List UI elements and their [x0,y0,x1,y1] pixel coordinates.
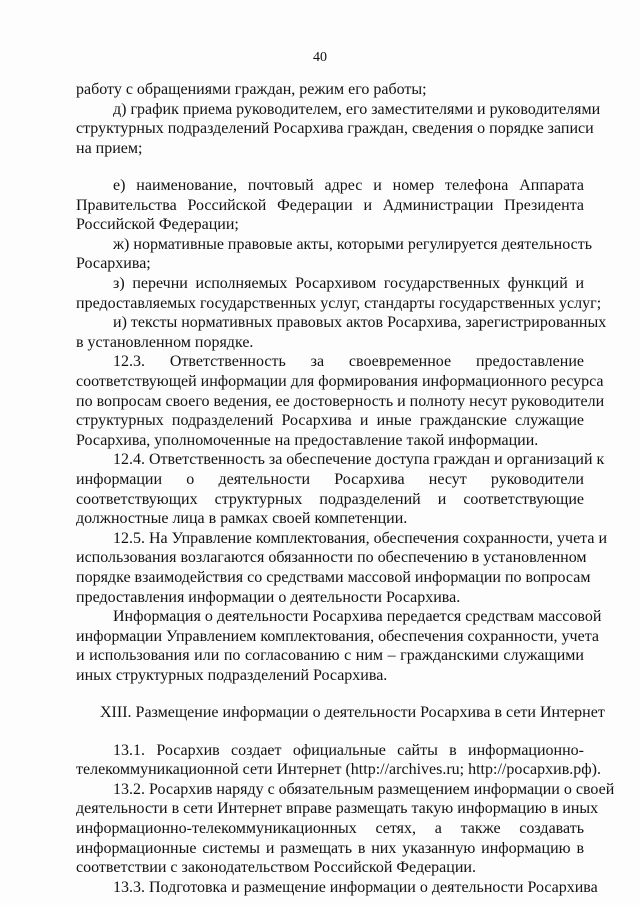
text-line: Росархива, уполномоченные на предоставление такой информации. [76,431,539,449]
text-line: соответствии с законодательством Российской Федерации. [76,859,476,877]
text-line: соответствующей информации для формирования информационного ресурса [76,373,604,390]
text-line: по вопросам своего ведения, ее достоверность и полноту несут руководители [76,392,605,410]
text-line: информационные системы и размещать в них указанную информацию в [76,839,584,857]
text-line: соответствующих структурных подразделений и соответствующие [76,490,584,508]
text-line: должностные лица в рамках своей компетенции. [76,510,408,528]
text-line: Росархива; [76,255,151,273]
text-line: на прием; [76,139,143,157]
text-line: Информация о деятельности Росархива передается средствам массовой [113,608,602,626]
text-line: структурных подразделений Росархива и иные гражданские служащие [76,412,584,430]
text-line: информации Управлением комплектования, обеспечения сохранности, учета [76,627,599,645]
text-line: информации о деятельности Росархива несут руководители [76,471,584,488]
text-line: иных структурных подразделений Росархива. [76,667,388,684]
text-line: предоставляемых государственных услуг, стандарты государственных услуг; [76,294,602,312]
text-line: структурных подразделений Росархива граждан, сведения о порядке записи [76,120,594,138]
text-line: д) график приема руководителем, его заместителями и руководителями [113,100,601,118]
text-line: телекоммуникационной сети Интернет (http://archives.ru; http://росархив.рф). [76,761,601,779]
text-line: предоставления информации о деятельности Росархива. [76,588,461,606]
text-line: Российской Федерации; [76,216,239,234]
text-line: работу с обращениями граждан, режим его работы; [76,81,427,98]
text-line: 13.1. Росархив создает официальные сайты в информационно- [113,741,584,759]
text-line: 13.3. Подготовка и размещение информации о деятельности Росархива [113,878,598,896]
text-line: в установленном порядке. [76,333,254,351]
text-line: информационно-телекоммуникационных сетях, а также создавать [76,819,584,837]
text-line: 12.5. На Управление комплектования, обеспечения сохранности, учета и [113,529,608,547]
text-line: ж) нормативные правовые акты, которыми регулируется деятельность [113,235,592,253]
text-line: е) наименование, почтовый адрес и номер телефона Аппарата [113,177,584,194]
text-line: и) тексты нормативных правовых актов Росархива, зарегистрированных [113,314,607,332]
text-line: 13.2. Росархив наряду с обязательным размещением информации о своей [113,780,615,798]
text-line: использования возлагаются обязанности по обеспечению в установленном [76,549,587,567]
text-line: з) перечни исполняемых Росархивом государственных функций и [113,275,584,292]
text-line: 12.3. Ответственность за своевременное предоставление [113,353,584,371]
text-line: 12.4. Ответственность за обеспечение доступа граждан и организаций к [113,451,605,469]
section-heading: XIII. Размещение информации о деятельности Росархива в сети Интернет [100,704,605,722]
text-line: порядке взаимодействия со средствами массовой информации по вопросам [76,569,591,586]
text-line: Правительства Российской Федерации и Администрации Президента [76,196,584,214]
text-line: и использования или по согласованию с ним – гражданскими служащими [76,647,584,665]
text-line: деятельности в сети Интернет вправе размещать такую информацию в иных [76,800,599,818]
page-number: 40 [313,50,327,65]
